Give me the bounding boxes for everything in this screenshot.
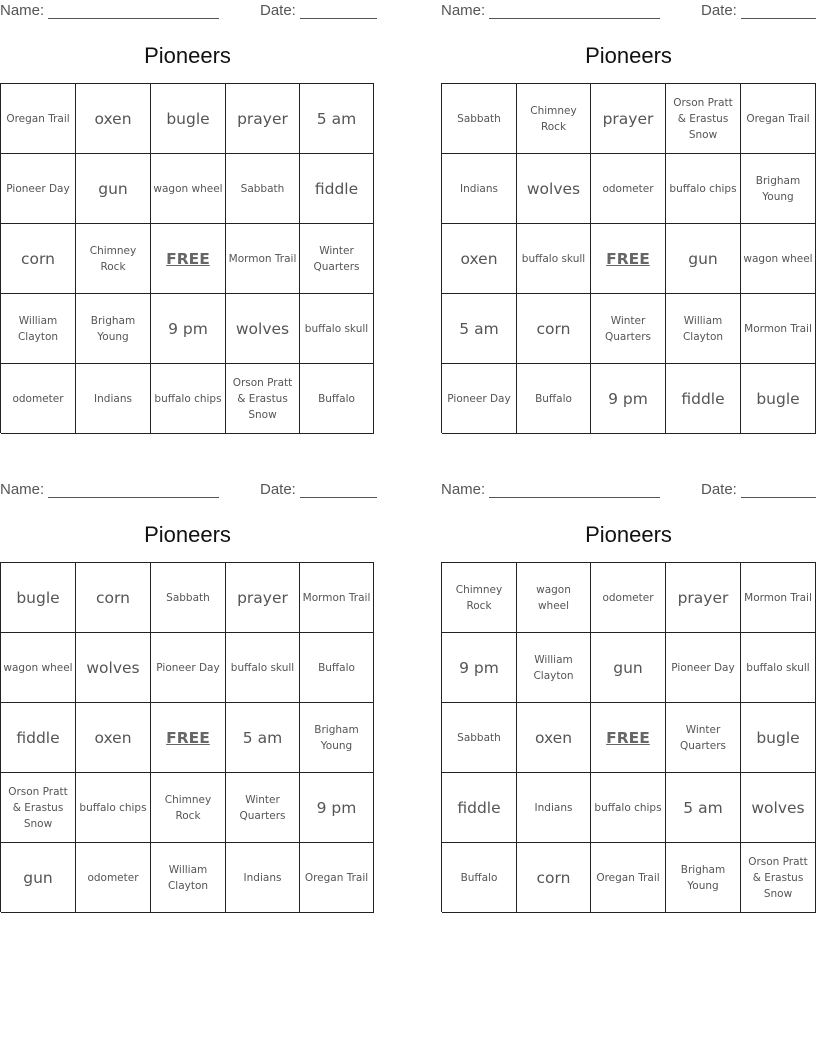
date-blank-line[interactable]: [741, 4, 816, 19]
bingo-cell[interactable]: Chimney Rock: [442, 563, 517, 633]
bingo-cell[interactable]: odometer: [591, 154, 666, 224]
bingo-cell[interactable]: wagon wheel: [517, 563, 591, 633]
bingo-cell[interactable]: Pioneer Day: [666, 633, 741, 703]
free-space-cell[interactable]: FREE: [151, 224, 226, 294]
bingo-cell[interactable]: 9 pm: [591, 364, 666, 434]
bingo-cell[interactable]: Mormon Trail: [300, 563, 374, 633]
date-field[interactable]: [260, 481, 377, 498]
name-field[interactable]: [0, 481, 219, 498]
bingo-cell[interactable]: Pioneer Day: [442, 364, 517, 434]
bingo-cell[interactable]: 5 am: [300, 84, 374, 154]
bingo-cell[interactable]: 9 pm: [151, 294, 226, 364]
bingo-cell[interactable]: Sabbath: [226, 154, 300, 224]
bingo-cell[interactable]: prayer: [591, 84, 666, 154]
bingo-cell[interactable]: Brigham Young: [300, 703, 374, 773]
bingo-cell[interactable]: 5 am: [442, 294, 517, 364]
bingo-cell[interactable]: odometer: [1, 364, 76, 434]
bingo-cell[interactable]: corn: [517, 294, 591, 364]
date-label: Date:: [701, 481, 737, 498]
card-title: Pioneers: [585, 522, 672, 547]
bingo-cell[interactable]: Indians: [442, 154, 517, 224]
bingo-cell[interactable]: bugle: [1, 563, 76, 633]
bingo-cell[interactable]: Sabbath: [442, 703, 517, 773]
bingo-card: [0, 0, 375, 421]
name-label: Name:: [441, 2, 486, 19]
date-label: Date:: [701, 2, 737, 19]
bingo-cell[interactable]: odometer: [76, 843, 151, 913]
bingo-cell[interactable]: gun: [591, 633, 666, 703]
bingo-cell[interactable]: corn: [517, 843, 591, 913]
bingo-cell[interactable]: wolves: [76, 633, 151, 703]
bingo-cell[interactable]: buffalo skull: [517, 224, 591, 294]
bingo-cell[interactable]: bugle: [151, 84, 226, 154]
date-blank-line[interactable]: [300, 4, 377, 19]
bingo-cell[interactable]: Oregan Trail: [300, 843, 374, 913]
bingo-cell[interactable]: oxen: [442, 224, 517, 294]
bingo-cell[interactable]: William Clayton: [517, 633, 591, 703]
bingo-cell[interactable]: oxen: [517, 703, 591, 773]
bingo-cell[interactable]: Brigham Young: [76, 294, 151, 364]
card-title: Pioneers: [144, 522, 231, 547]
bingo-cell[interactable]: wolves: [517, 154, 591, 224]
name-blank-line[interactable]: [48, 4, 219, 19]
bingo-grid: [0, 83, 374, 433]
bingo-cell[interactable]: Mormon Trail: [226, 224, 300, 294]
bingo-cell[interactable]: Indians: [517, 773, 591, 843]
bingo-cell[interactable]: Mormon Trail: [741, 563, 816, 633]
bingo-cell[interactable]: Buffalo: [517, 364, 591, 434]
date-label: Date:: [260, 481, 296, 498]
bingo-grid: [0, 562, 374, 912]
name-blank-line[interactable]: [489, 483, 660, 498]
bingo-cell[interactable]: 9 pm: [300, 773, 374, 843]
bingo-cell[interactable]: gun: [666, 224, 741, 294]
bingo-cell[interactable]: Orson Pratt & Erastus Snow: [1, 773, 76, 843]
card-header: [441, 479, 816, 501]
bingo-cell[interactable]: Brigham Young: [666, 843, 741, 913]
bingo-cell[interactable]: wagon wheel: [1, 633, 76, 703]
bingo-cell[interactable]: Oregan Trail: [591, 843, 666, 913]
name-field[interactable]: [0, 2, 219, 19]
bingo-cell[interactable]: Orson Pratt & Erastus Snow: [226, 364, 300, 434]
bingo-cell[interactable]: William Clayton: [151, 843, 226, 913]
bingo-cell[interactable]: prayer: [226, 563, 300, 633]
card-title: Pioneers: [585, 43, 672, 68]
bingo-cell[interactable]: Sabbath: [151, 563, 226, 633]
bingo-cell[interactable]: Mormon Trail: [741, 294, 816, 364]
bingo-cell[interactable]: wolves: [741, 773, 816, 843]
bingo-cell[interactable]: Sabbath: [442, 84, 517, 154]
bingo-cell[interactable]: Buffalo: [300, 633, 374, 703]
card-header: [0, 479, 375, 501]
name-field[interactable]: [441, 2, 660, 19]
bingo-cell[interactable]: Orson Pratt & Erastus Snow: [741, 843, 816, 913]
bingo-cell[interactable]: Orson Pratt & Erastus Snow: [666, 84, 741, 154]
bingo-cell[interactable]: corn: [76, 563, 151, 633]
date-field[interactable]: [260, 2, 377, 19]
bingo-cell[interactable]: gun: [1, 843, 76, 913]
bingo-cell[interactable]: oxen: [76, 703, 151, 773]
name-field[interactable]: [441, 481, 660, 498]
bingo-cell[interactable]: prayer: [226, 84, 300, 154]
date-field[interactable]: [701, 2, 816, 19]
bingo-cell[interactable]: wagon wheel: [151, 154, 226, 224]
date-blank-line[interactable]: [741, 483, 816, 498]
bingo-cell[interactable]: Pioneer Day: [1, 154, 76, 224]
name-label: Name:: [441, 481, 486, 498]
card-header: [0, 0, 375, 22]
bingo-cell[interactable]: 9 pm: [442, 633, 517, 703]
bingo-cell[interactable]: Buffalo: [442, 843, 517, 913]
bingo-cell[interactable]: buffalo skull: [300, 294, 374, 364]
bingo-cell[interactable]: Chimney Rock: [76, 224, 151, 294]
bingo-cell[interactable]: 5 am: [666, 773, 741, 843]
bingo-cell[interactable]: Chimney Rock: [517, 84, 591, 154]
bingo-cell[interactable]: fiddle: [442, 773, 517, 843]
bingo-cell[interactable]: buffalo chips: [76, 773, 151, 843]
bingo-cell[interactable]: wagon wheel: [741, 224, 816, 294]
bingo-cell[interactable]: William Clayton: [1, 294, 76, 364]
bingo-cell[interactable]: Brigham Young: [741, 154, 816, 224]
name-label: Name:: [0, 2, 45, 19]
bingo-cell[interactable]: William Clayton: [666, 294, 741, 364]
bingo-cell[interactable]: Winter Quarters: [666, 703, 741, 773]
card-title: Pioneers: [144, 43, 231, 68]
bingo-cell[interactable]: wolves: [226, 294, 300, 364]
bingo-cell[interactable]: bugle: [741, 364, 816, 434]
bingo-cell[interactable]: buffalo skull: [741, 633, 816, 703]
free-space-cell[interactable]: FREE: [591, 703, 666, 773]
bingo-cell[interactable]: Buffalo: [300, 364, 374, 434]
bingo-cell[interactable]: Pioneer Day: [151, 633, 226, 703]
bingo-cell[interactable]: buffalo chips: [591, 773, 666, 843]
date-label: Date:: [260, 2, 296, 19]
card-header: [441, 0, 816, 22]
bingo-cell[interactable]: Oregan Trail: [741, 84, 816, 154]
bingo-cell[interactable]: corn: [1, 224, 76, 294]
bingo-cell[interactable]: Winter Quarters: [226, 773, 300, 843]
bingo-grid: [441, 562, 816, 912]
bingo-cell[interactable]: fiddle: [1, 703, 76, 773]
name-blank-line[interactable]: [489, 4, 660, 19]
bingo-cell[interactable]: Oregan Trail: [1, 84, 76, 154]
bingo-cell[interactable]: Indians: [226, 843, 300, 913]
bingo-card: [441, 479, 816, 900]
bingo-grid: [441, 83, 816, 433]
name-label: Name:: [0, 481, 45, 498]
bingo-cell[interactable]: buffalo skull: [226, 633, 300, 703]
bingo-cell[interactable]: prayer: [666, 563, 741, 633]
date-field[interactable]: [701, 481, 816, 498]
bingo-cell[interactable]: oxen: [76, 84, 151, 154]
bingo-cell[interactable]: bugle: [741, 703, 816, 773]
free-space-cell[interactable]: FREE: [151, 703, 226, 773]
free-space-cell[interactable]: FREE: [591, 224, 666, 294]
bingo-cell[interactable]: fiddle: [666, 364, 741, 434]
bingo-cell[interactable]: Chimney Rock: [151, 773, 226, 843]
bingo-cell[interactable]: odometer: [591, 563, 666, 633]
bingo-card: [441, 0, 816, 408]
bingo-card: [0, 479, 375, 892]
bingo-cell[interactable]: buffalo chips: [666, 154, 741, 224]
bingo-cell[interactable]: 5 am: [226, 703, 300, 773]
date-blank-line[interactable]: [300, 483, 377, 498]
bingo-cell[interactable]: Winter Quarters: [300, 224, 374, 294]
bingo-cell[interactable]: Winter Quarters: [591, 294, 666, 364]
bingo-cell[interactable]: fiddle: [300, 154, 374, 224]
bingo-cell[interactable]: Indians: [76, 364, 151, 434]
bingo-cell[interactable]: buffalo chips: [151, 364, 226, 434]
bingo-cell[interactable]: gun: [76, 154, 151, 224]
name-blank-line[interactable]: [48, 483, 219, 498]
